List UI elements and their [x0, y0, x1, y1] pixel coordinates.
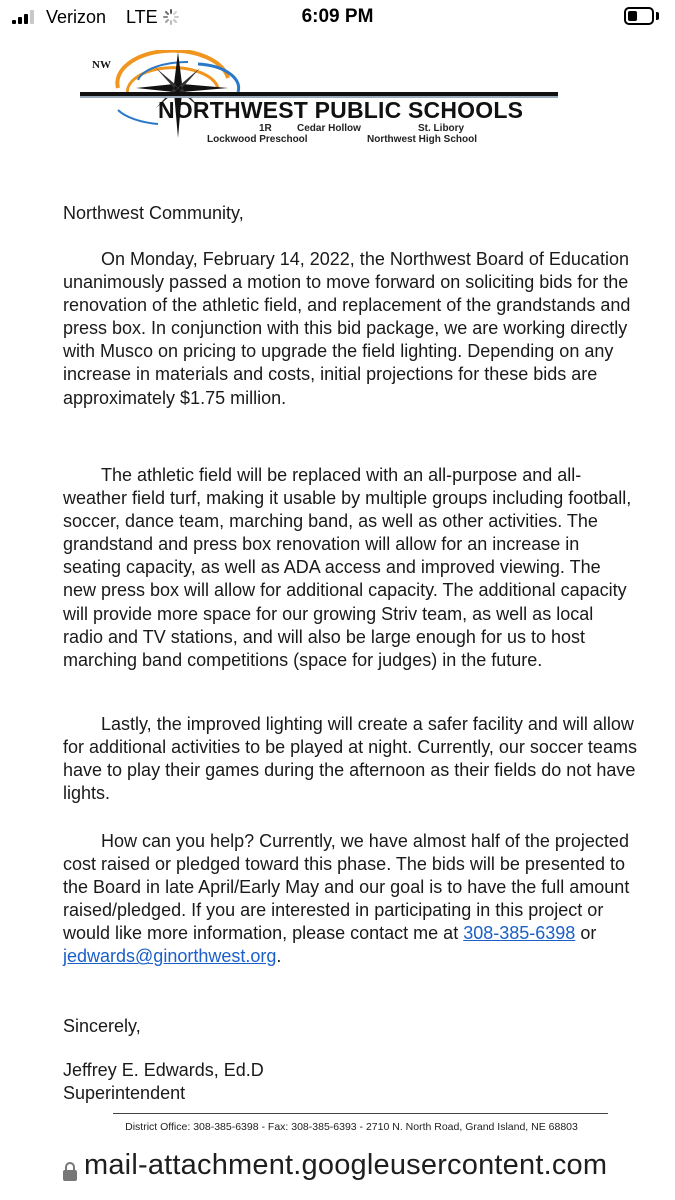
or-connector: or — [580, 923, 597, 944]
battery-tip — [656, 12, 659, 20]
network-type: LTE — [126, 7, 158, 27]
email-link[interactable]: jedwards@ginorthwest.org — [63, 946, 277, 967]
paragraph-board-motion: On Monday, February 14, 2022, the Northwest Board of Education unanimously passed a motion to move forward on soliciting bids for the renovation of the athletic field, and replacement of the grandstands and press box. In conjunction with this bid package, we are working directly with Musco on pricing to upgrade the field lighting. Depending on any increase in materials and costs, initial projections for these bids are approximately $1.75 million. — [63, 249, 631, 408]
paragraph-lighting: Lastly, the improved lighting will create a safer facility and will allow for additional activities to be played at night. Currently, our soccer teams have to play their games during the afternoon as their fields do not have lights. — [63, 714, 637, 804]
help-end: . — [276, 946, 282, 967]
school-name: NORTHWEST PUBLIC SCHOOLS — [158, 97, 524, 123]
signer-title: Superintendent — [63, 1083, 186, 1103]
school-1r: 1R — [259, 123, 272, 134]
salutation: Northwest Community, — [63, 203, 244, 223]
school-cedar-hollow: Cedar Hollow — [297, 123, 361, 134]
lock-icon — [62, 1161, 78, 1181]
logo-letters: NW — [92, 59, 111, 71]
battery-icon — [624, 7, 654, 25]
url-address[interactable]: mail-attachment.googleusercontent.com — [84, 1149, 608, 1181]
help-text: How can you help? Currently, we have almost half of the projected cost raised or pledged toward this phase. The bids will be presented to the Board in late April/Early May and our goal is to have the full amount raised/pledged. If you are interested in participating in this project or would like more information, please contact me at — [63, 831, 630, 944]
paragraph-athletic-field: The athletic field will be replaced with an all-purpose and all-weather field turf, making it usable by multiple groups including football, soccer, dance team, marching band, as well as other activities. The grandstand and press box renovation will allow for an increase in seating capacity, as well as ADA access and improved viewing. The new press box will allow for additional capacity. The additional capacity will provide more space for our growing Striv team, as well as local radio and TV stations, and will also be large enough for us to host marching band competitions (space for judges) in the future. — [63, 465, 632, 670]
phone-link[interactable]: 308-385-6398 — [463, 923, 576, 944]
paragraph-how-to-help — [63, 830, 638, 969]
district-office-info: District Office: 308-385-6398 - Fax: 308-385-6393 - 2710 N. North Road, Grand Island, NE 68803 — [125, 1121, 578, 1133]
closing: Sincerely, — [63, 1016, 141, 1036]
status-bar — [0, 0, 675, 34]
signer-name: Jeffrey E. Edwards, Ed.D — [63, 1060, 264, 1080]
school-lockwood-preschool: Lockwood Preschool — [207, 134, 308, 145]
carrier-name: Verizon — [46, 7, 107, 27]
school-st-libory: St. Libory — [418, 123, 465, 134]
school-northwest-high: Northwest High School — [367, 134, 477, 145]
status-time: 6:09 PM — [301, 6, 374, 27]
footer-rule — [113, 1113, 608, 1114]
